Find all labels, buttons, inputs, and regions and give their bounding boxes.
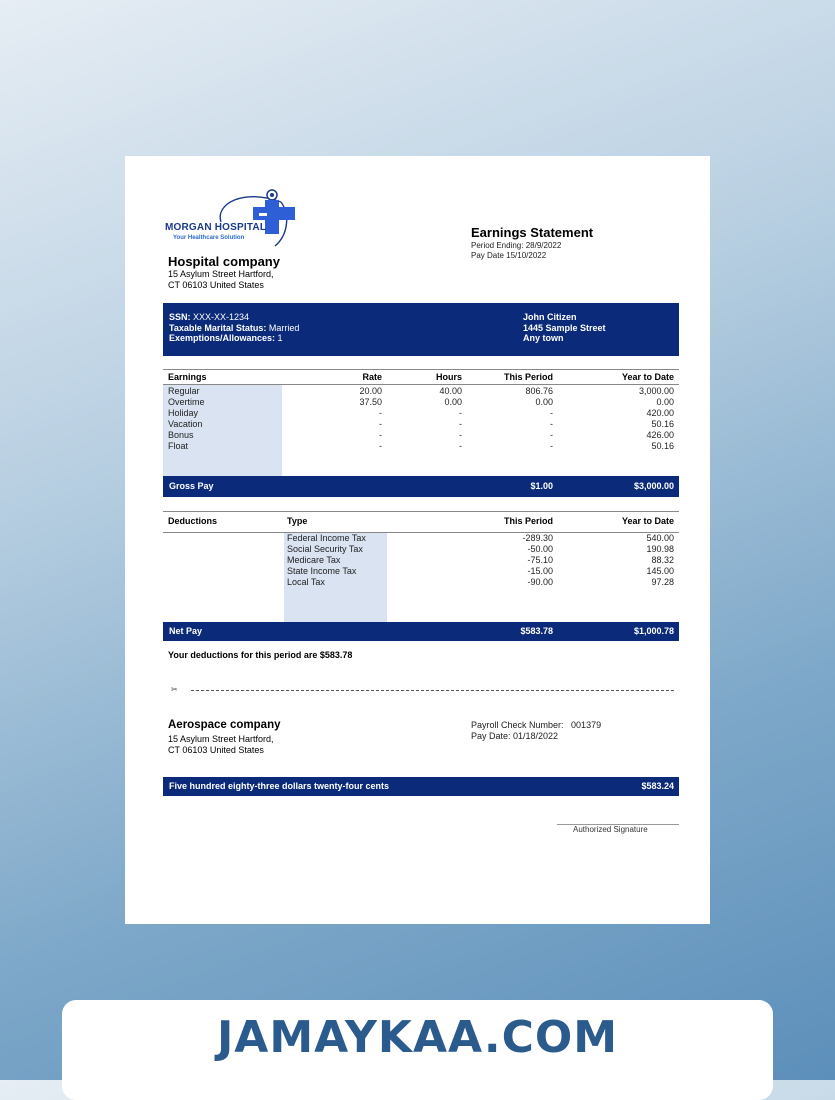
deductions-top-rule [163,511,679,512]
earnings-row-label: Regular [168,386,200,396]
earnings-row-this-period: 806.76 [525,386,553,396]
statement-dates [471,241,561,261]
earnings-row-rate: 37.50 [359,397,382,407]
earnings-header-rate: Rate [362,372,382,382]
employee-tax-info [169,312,299,344]
statement-pay-date: Pay Date 15/10/2022 [471,251,547,260]
company-address-line2: CT 06103 United States [168,280,264,290]
earnings-row-this-period: 0.00 [535,397,553,407]
deduction-row-type: Medicare Tax [287,555,341,565]
net-pay-ytd: $1,000.78 [633,626,674,636]
statement-title: Earnings Statement [471,225,594,240]
logo-name: MORGAN HOSPITAL [165,222,267,233]
earnings-header-label: Earnings [168,372,207,382]
deduction-row-type: Local Tax [287,577,325,587]
earnings-row-label: Float [168,441,189,451]
period-ending: Period Ending: 28/9/2022 [471,241,562,250]
deduction-row-type: Social Security Tax [287,544,363,554]
signature-label: Authorized Signature [573,825,648,834]
gross-pay-label: Gross Pay [169,481,214,491]
earnings-row-this-period: - [550,430,553,440]
check-company-name: Aerospace company [168,719,281,731]
earnings-row-rate: - [379,441,382,451]
exemptions-label: Exemptions/Allowances: [169,333,276,343]
earnings-row-hours: - [459,430,462,440]
earnings-row-this-period: - [550,408,553,418]
earnings-row-hours: 0.00 [444,397,462,407]
earnings-row-rate: 20.00 [359,386,382,396]
deduction-row-ytd: 88.32 [651,555,674,565]
deduction-row-type: Federal Income Tax [287,533,366,543]
earnings-header-hours: Hours [435,372,462,382]
ssn-value: XXX-XX-1234 [193,312,250,322]
earnings-top-rule [163,369,679,370]
earnings-statement-document [125,156,710,924]
employee-address [523,312,606,344]
check-pay-date: Pay Date: 01/18/2022 [471,731,559,741]
cut-line [191,690,674,691]
deduction-row-this-period: -15.00 [527,566,553,576]
earnings-row-ytd: 0.00 [656,397,674,407]
deduction-row-this-period: -50.00 [527,544,553,554]
gross-pay-band [163,476,679,497]
earnings-row-ytd: 426.00 [646,430,674,440]
earnings-row-hours: - [459,419,462,429]
deductions-header-type: Type [287,516,308,526]
check-number: 001379 [571,720,602,730]
deduction-row-this-period: -289.30 [522,533,553,543]
deduction-row-type: State Income Tax [287,566,357,576]
deduction-row-this-period: -90.00 [527,577,553,587]
watermark-banner [62,1000,773,1100]
employee-street: 1445 Sample Street [523,322,606,333]
watermark-text: JAMAYKAA.COM [216,1012,619,1063]
logo-tagline: Your Healthcare Solution [173,235,245,241]
check-amount-words: Five hundred eighty-three dollars twenty-four cents [169,781,390,791]
marital-label: Taxable Marital Status: [169,322,267,333]
earnings-row-hours: - [459,408,462,418]
earnings-row-this-period: - [550,419,553,429]
earnings-row-label: Overtime [168,397,205,407]
earnings-row-ytd: 50.16 [651,419,674,429]
deduction-row-ytd: 540.00 [646,533,674,543]
company-address [168,269,274,291]
check-address-line2: CT 06103 United States [168,745,264,755]
ssn-label: SSN: [169,312,191,322]
company-name: Hospital company [168,254,280,269]
employee-info-band [163,303,679,356]
earnings-header-this-period: This Period [503,372,553,382]
net-pay-band [163,622,679,641]
deductions-header-ytd: Year to Date [621,516,674,526]
deduction-row-ytd: 190.98 [646,544,674,554]
earnings-row-ytd: 50.16 [651,441,674,451]
deduction-row-ytd: 145.00 [646,566,674,576]
earnings-row-rate: - [379,430,382,440]
earnings-row-label: Holiday [168,408,199,418]
earnings-row-hours: - [459,441,462,451]
check-amount: $583.24 [641,781,674,791]
check-amount-band [163,777,679,796]
company-address-line1: 15 Asylum Street Hartford, [168,269,274,279]
check-address-line1: 15 Asylum Street Hartford, [168,734,274,744]
hospital-logo [163,186,303,250]
earnings-row-ytd: 420.00 [646,408,674,418]
scissors-icon: ✂ [171,685,178,694]
deduction-row-ytd: 97.28 [651,577,674,587]
net-pay-this-period: $583.78 [520,626,553,636]
deduction-note: Your deductions for this period are $583.78 [168,650,353,660]
deductions-header-this-period: This Period [503,516,553,526]
earnings-row-rate: - [379,408,382,418]
earnings-header-ytd: Year to Date [621,372,674,382]
earnings-row-label: Vacation [168,419,203,429]
earnings-row-label: Bonus [168,430,194,440]
check-number-label: Payroll Check Number: [471,720,564,730]
exemptions-value: 1 [277,333,283,343]
earnings-row-hours: 40.00 [439,386,462,396]
net-pay-label: Net Pay [169,626,203,636]
gross-pay-ytd: $3,000.00 [633,481,674,491]
earnings-row-ytd: 3,000.00 [638,386,674,396]
deduction-row-this-period: -75.10 [527,555,553,565]
check-details [471,720,601,742]
check-company-address [168,734,274,756]
deductions-header-label: Deductions [168,516,218,526]
marital-value: Married [268,322,300,333]
earnings-row-rate: - [379,419,382,429]
employee-town: Any town [523,333,564,343]
earnings-row-this-period: - [550,441,553,451]
employee-name: John Citizen [523,312,577,322]
gross-pay-this-period: $1.00 [530,481,553,491]
